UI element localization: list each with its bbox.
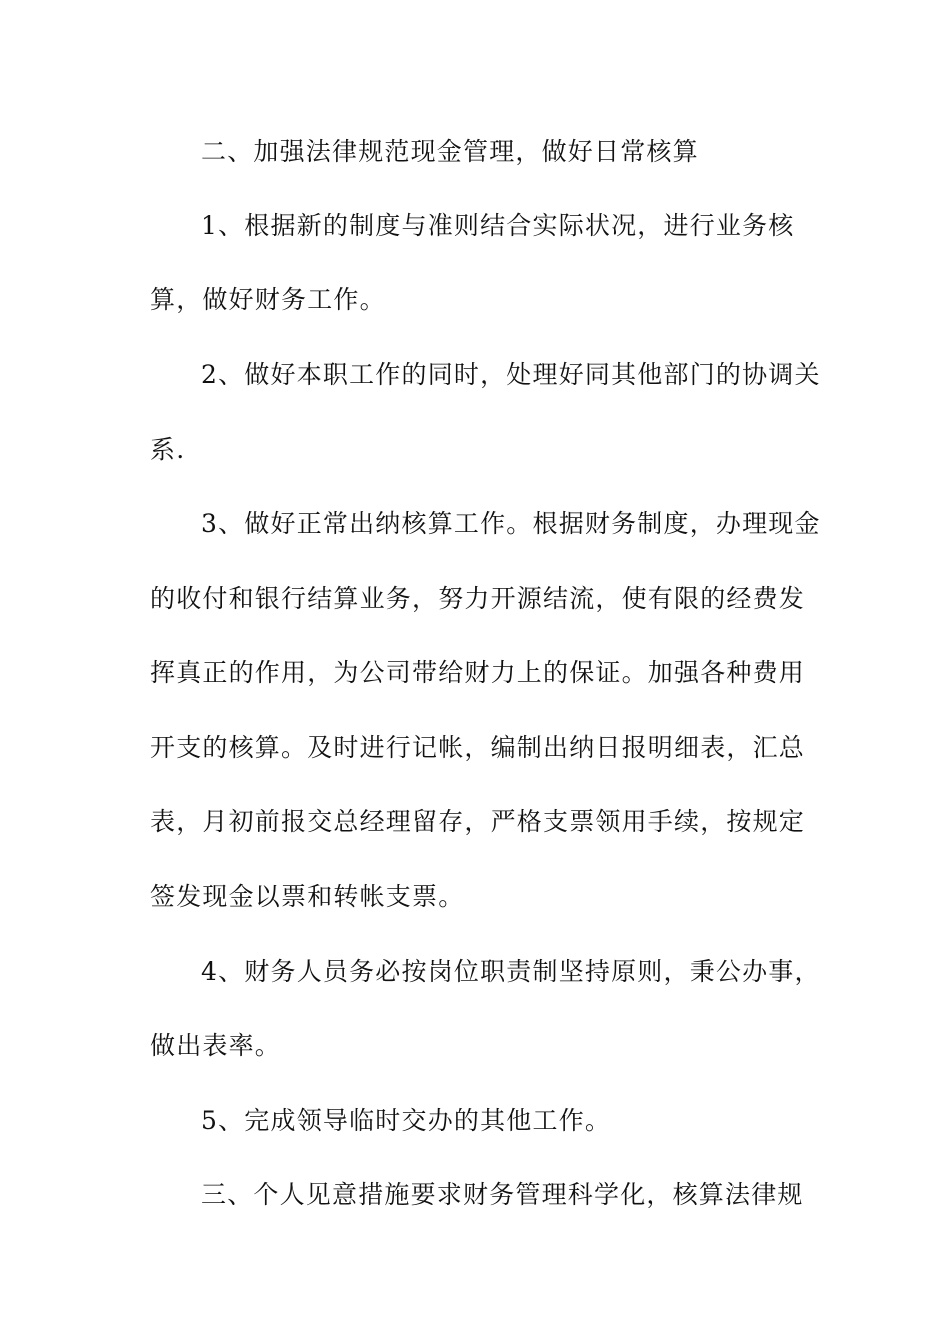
paragraph-line: 做出表率。 bbox=[150, 1031, 282, 1060]
paragraph-line: 2、做好本职工作的同时，处理好同其他部门的协调关 bbox=[201, 360, 821, 389]
paragraph-line: 1、根据新的制度与准则结合实际状况，进行业务核 bbox=[201, 211, 795, 240]
paragraph-line: 算，做好财务工作。 bbox=[150, 285, 386, 314]
paragraph-line: 签发现金以票和转帐支票。 bbox=[150, 882, 465, 911]
paragraph-line: 表，月初前报交总经理留存，严格支票领用手续，按规定 bbox=[150, 807, 806, 836]
paragraph-line: 系. bbox=[150, 435, 186, 464]
paragraph-line: 4、财务人员务必按岗位职责制坚持原则，秉公办事， bbox=[201, 957, 821, 986]
section-heading-2: 二、加强法律规范现金管理，做好日常核算 bbox=[201, 137, 699, 166]
section-heading-3: 三、个人见意措施要求财务管理科学化，核算法律规 bbox=[201, 1180, 804, 1209]
paragraph-line: 5、完成领导临时交办的其他工作。 bbox=[201, 1106, 612, 1135]
paragraph-line: 挥真正的作用，为公司带给财力上的保证。加强各种费用 bbox=[150, 658, 806, 687]
paragraph-line: 开支的核算。及时进行记帐，编制出纳日报明细表，汇总 bbox=[150, 733, 806, 762]
paragraph-line: 的收付和银行结算业务，努力开源结流，使有限的经费发 bbox=[150, 584, 806, 613]
paragraph-line: 3、做好正常出纳核算工作。根据财务制度，办理现金 bbox=[201, 509, 821, 538]
